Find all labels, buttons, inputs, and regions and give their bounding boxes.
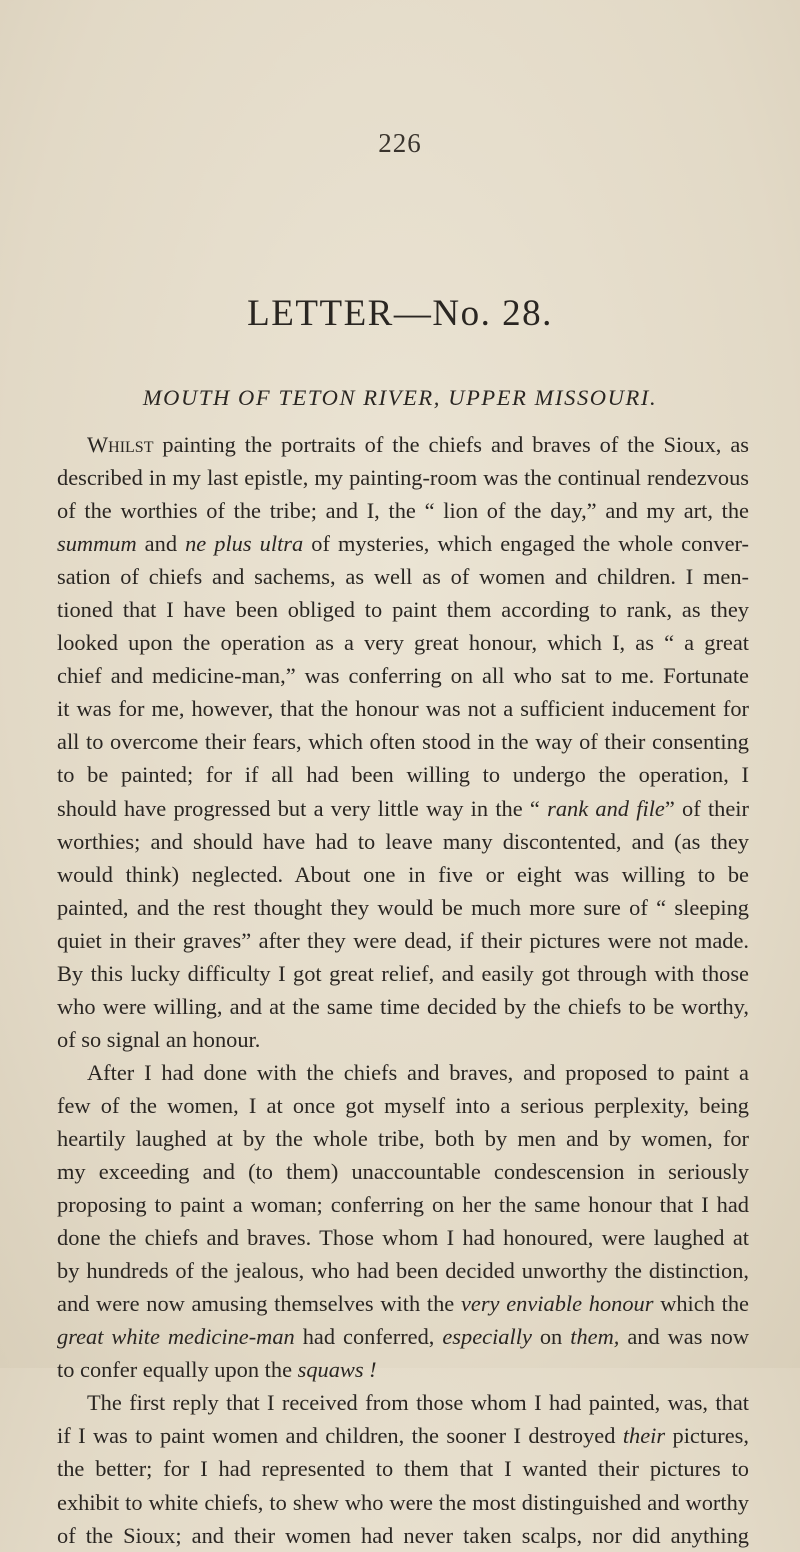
text-segment: their (622, 1423, 666, 1449)
text-segment: worthies; and should have had to leave many discontented, and (as they (57, 828, 749, 854)
text-segment: and (136, 531, 186, 557)
text-line (57, 593, 749, 626)
text-segment: done the chiefs and braves. Those whom I had honoured, were laughed at (57, 1225, 749, 1251)
text-line (57, 1089, 749, 1122)
text-segment: chief and medicine-man,” was conferring on all who sat to me. Fortunate (57, 663, 749, 689)
text-line (57, 1188, 749, 1221)
text-segment: proposing to paint a woman; conferring on her the same honour that I had (57, 1192, 749, 1218)
text-line (57, 659, 749, 692)
text-segment: very enviable honour (460, 1291, 654, 1317)
text-line (57, 692, 749, 725)
text-line (57, 891, 749, 924)
text-segment: would think) neglected. About one in five or eight was willing to be (57, 861, 749, 887)
text-segment: who were willing, and at the same time decided by the chiefs to be worthy, (57, 993, 749, 1019)
text-segment: great white medicine-man (57, 1324, 295, 1350)
text-line (57, 560, 749, 593)
text-segment: of the worthies of the tribe; and I, the “ lion of the day,” and my art, the (57, 498, 749, 524)
text-line (57, 1023, 749, 1056)
text-segment: on (531, 1324, 571, 1350)
text-segment: sation of chiefs and sachems, as well as of women and children. I men- (57, 564, 749, 590)
text-line (57, 924, 749, 957)
text-segment: should have progressed but a very little way in the “ (57, 795, 548, 821)
text-segment: to confer equally upon the (57, 1357, 298, 1383)
text-line (57, 725, 749, 758)
text-segment: rank and file (547, 795, 665, 821)
text-segment: tioned that I have been obliged to paint them according to rank, as they (57, 597, 749, 623)
text-segment: it was for me, however, that the honour was not a sufficient inducement for (57, 696, 749, 722)
text-segment: of so signal an honour. (57, 1026, 261, 1052)
text-line (57, 1287, 749, 1320)
text-segment: pictures, (665, 1423, 749, 1449)
text-segment: and were now amusing themselves with the (57, 1291, 461, 1317)
text-line (57, 792, 749, 825)
text-segment: painting the portraits of the chiefs and braves of the Sioux, as (153, 432, 749, 457)
text-segment: the better; for I had represented to them that I wanted their pictures to (57, 1456, 749, 1482)
text-segment: of the Sioux; and their women had never taken scalps, nor did anything (57, 1522, 749, 1548)
text-line (57, 1419, 749, 1452)
text-line (57, 1519, 749, 1552)
text-segment: all to overcome their fears, which often stood in the way of their consenting (57, 729, 749, 755)
text-line (57, 990, 749, 1023)
text-line (57, 494, 749, 527)
text-segment: if I was to paint women and children, the sooner I destroyed (57, 1423, 623, 1449)
text-segment: and was now (619, 1324, 749, 1350)
text-segment: exhibit to white chiefs, to shew who were the most distinguished and worthy (57, 1489, 749, 1515)
text-segment: The first reply that I received from those whom I had painted, was, that (87, 1390, 749, 1416)
text-line (57, 1122, 749, 1155)
text-segment: By this lucky difficulty I got great relief, and easily got through with those (57, 960, 749, 986)
text-segment: painted, and the rest thought they would be much more sure of “ sleeping (57, 894, 749, 920)
text-line (57, 527, 749, 560)
text-line (57, 461, 749, 494)
text-segment: ” of their (664, 795, 749, 821)
text-line (57, 825, 749, 858)
text-segment: ne plus ultra (185, 531, 304, 557)
text-segment: described in my last epistle, my painting-room was the continual rendezvous (57, 465, 749, 491)
location-heading: MOUTH OF TETON RIVER, UPPER MISSOURI. (142, 385, 658, 410)
text-segment: had conferred, (294, 1324, 443, 1350)
letter-body (57, 428, 749, 1552)
text-segment: Whilst (87, 432, 154, 457)
text-line (57, 1320, 749, 1353)
text-segment: which the (653, 1291, 749, 1317)
text-line (57, 1353, 749, 1386)
text-segment: few of the women, I at once got myself into a serious perplexity, being (57, 1092, 749, 1118)
text-segment: heartily laughed at by the whole tribe, both by men and by women, for (57, 1125, 749, 1151)
text-segment: After I had done with the chiefs and braves, and proposed to paint a (87, 1059, 749, 1085)
text-segment: summum (57, 531, 137, 557)
text-line (57, 858, 749, 891)
text-line (57, 1386, 749, 1419)
text-line (57, 626, 749, 659)
text-line (57, 1056, 749, 1089)
text-line (57, 758, 749, 791)
page-number: 226 (378, 128, 422, 158)
text-segment: looked upon the operation as a very great honour, which I, as “ a great (57, 630, 749, 656)
text-line (57, 1254, 749, 1287)
letter-title: LETTER—No. 28. (247, 293, 553, 334)
text-line (57, 428, 749, 461)
text-segment: especially (442, 1324, 532, 1350)
text-segment: to be painted; for if all had been willing to undergo the operation, I (57, 762, 749, 788)
text-segment: by hundreds of the jealous, who had been decided unworthy the distinction, (57, 1258, 749, 1284)
text-segment: squaws ! (297, 1357, 377, 1383)
text-segment: quiet in their graves” after they were dead, if their pictures were not made. (57, 927, 749, 953)
text-segment: my exceeding and (to them) unaccountable condescension in seriously (57, 1159, 749, 1185)
text-line (57, 1452, 749, 1485)
text-line (57, 1155, 749, 1188)
text-segment: of mysteries, which engaged the whole conver- (303, 531, 749, 557)
text-line (57, 1221, 749, 1254)
text-line (57, 957, 749, 990)
text-segment: them, (570, 1324, 620, 1350)
text-line (57, 1486, 749, 1519)
